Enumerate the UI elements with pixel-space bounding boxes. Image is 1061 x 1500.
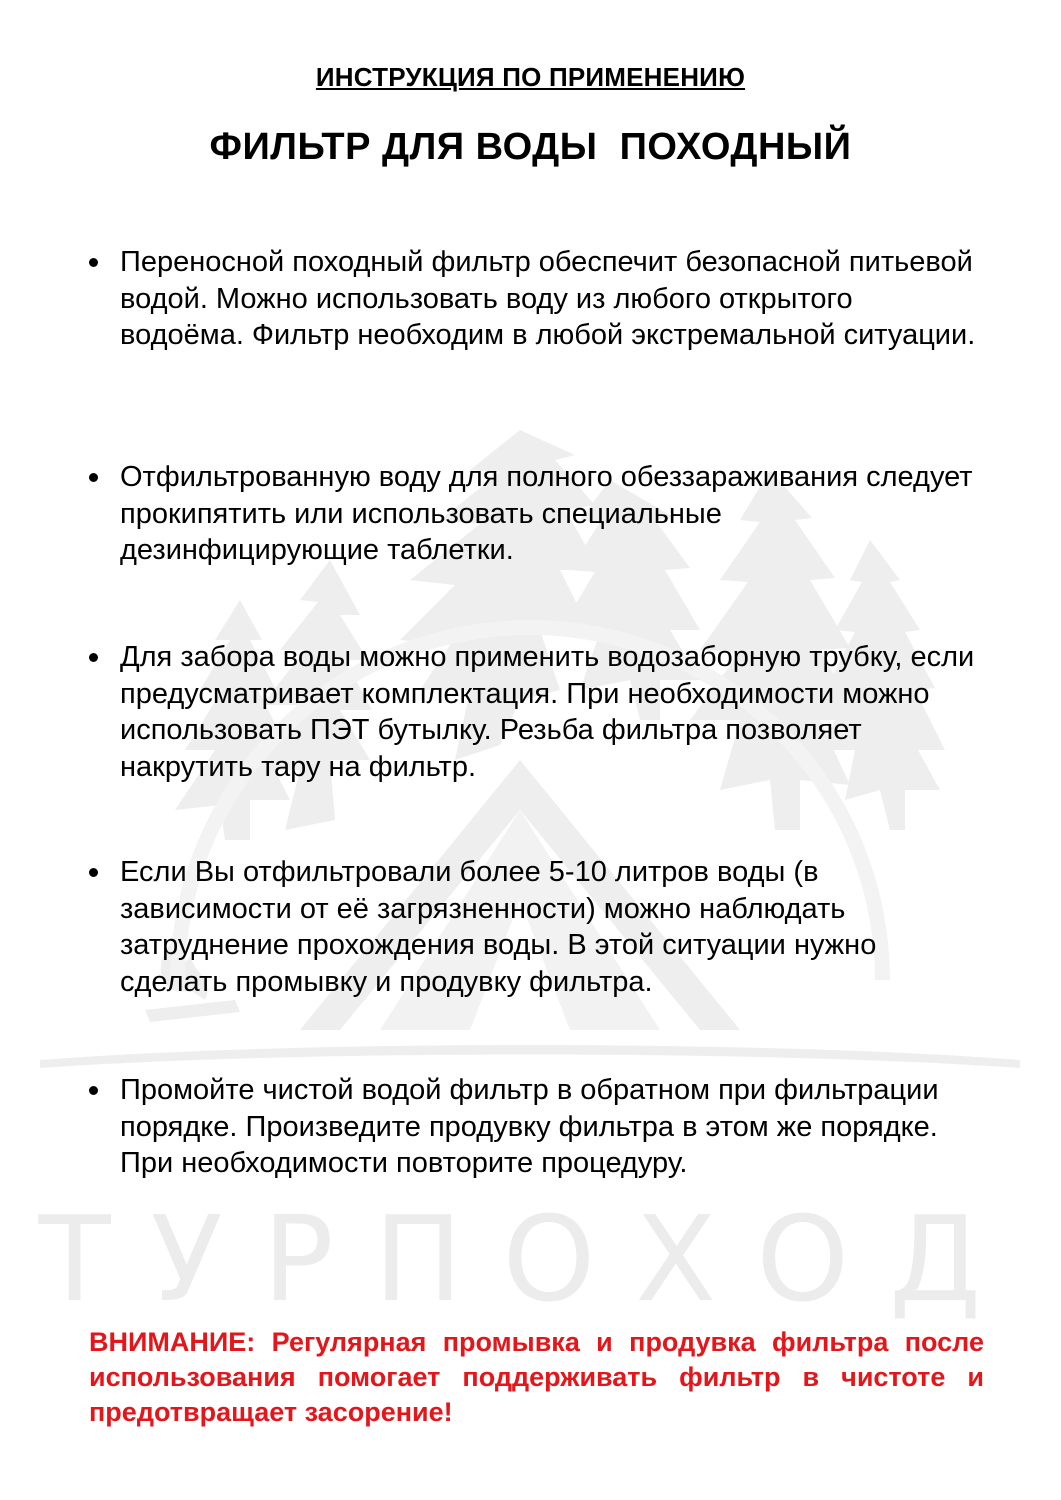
list-item: [120, 459, 980, 569]
list-item-text: Если Вы отфильтровали более 5-10 литров воды (в зависимости от её загрязненности) можно наблюдать затруднение прохождения воды. В этой ситуации нужно сделать промывку и продувку фильтра.: [120, 856, 877, 998]
bullet-icon: [89, 258, 98, 267]
bullet-icon: [89, 473, 98, 482]
product-title: ФИЛЬТР ДЛЯ ВОДЫ ПОХОДНЫЙ: [209, 126, 852, 168]
warning-note: ВНИМАНИЕ: Регулярная промывка и продувка фильтра после использования помогает поддерживать фильтр в чистоте и предотвращает засорение!: [89, 1327, 984, 1427]
watermark-brand: ТУРПОХОД: [38, 1190, 1022, 1328]
instructions-heading: ИНСТРУКЦИЯ ПО ПРИМЕНЕНИЮ: [315, 62, 746, 92]
bullet-icon: [89, 1086, 98, 1095]
bullet-icon: [89, 653, 98, 662]
bullet-icon: [89, 868, 98, 877]
list-item: [120, 244, 980, 354]
list-item-text: Отфильтрованную воду для полного обеззараживания следует прокипятить или использовать специальные дезинфицирующие таблетки.: [120, 461, 973, 566]
list-item: [120, 854, 980, 1000]
list-item-text: Для забора воды можно применить водозаборную трубку, если предусматривает комплектация. При необходимости можно использовать ПЭТ бутылку. Резьба фильтра позволяет накрутить тару на фильтр.: [120, 641, 975, 783]
list-item: [120, 1072, 980, 1182]
list-item: [120, 639, 980, 785]
list-item-text: Промойте чистой водой фильтр в обратном при фильтрации порядке. Произведите продувку фильтра в этом же порядке. При необходимости повторите процедуру.: [120, 1074, 939, 1179]
list-item-text: Переносной походный фильтр обеспечит безопасной питьевой водой. Можно использовать воду из любого открытого водоёма. Фильтр необходим в любой экстремальной ситуации.: [120, 246, 976, 351]
